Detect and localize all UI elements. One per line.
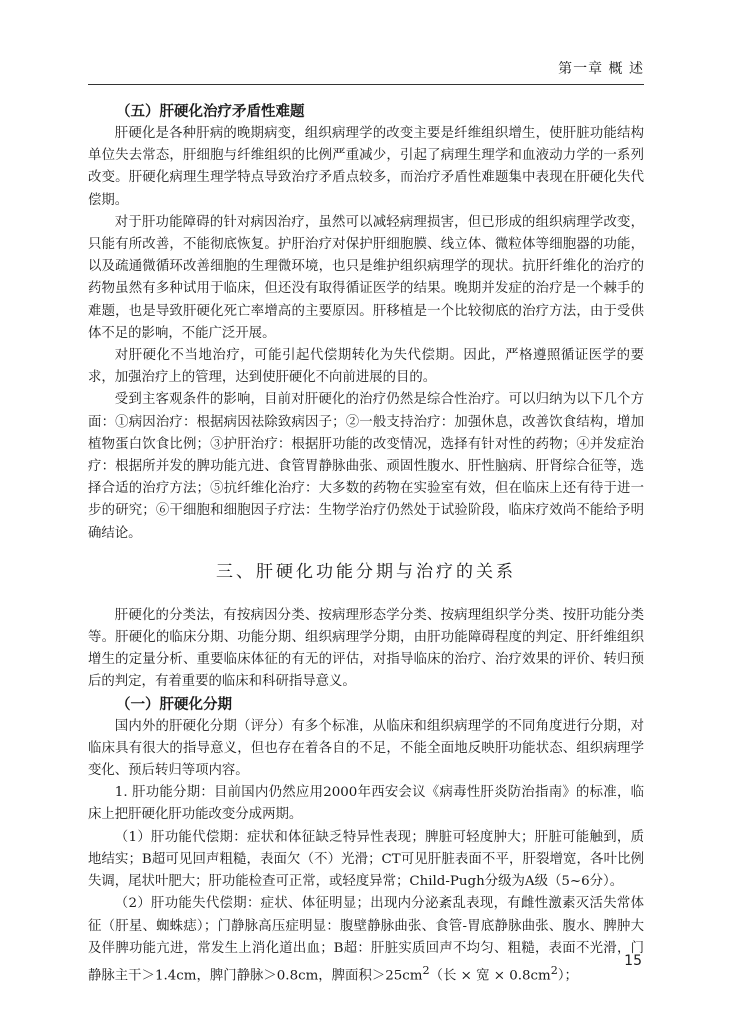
superscript: 2 [550, 963, 558, 977]
chapter-title: 第一章 概 述 [558, 61, 644, 77]
stage-decompensated [88, 893, 644, 987]
list-item-liver-function-staging: 1. 肝功能分期：目前国内仍然应用2000年西安会议《病毒性肝炎防治指南》的标准，临床上把肝硬化肝功能改变分成两期。 [88, 785, 644, 823]
stage2-text-end: ）； [557, 968, 578, 984]
paragraph: 对于肝功能障碍的针对病因治疗，虽然可以减轻病理损害，但已形成的组织病理学改变，只能有所改善，不能彻底恢复。护肝治疗对保护肝细胞膜、线立体、微粒体等细胞器的功能，以及疏通微循环改善细胞的生理微环境，也只是维护组织病理学的现状。抗肝纤维化的治疗的药物虽然有多种试用于临床，但还没有取得循证医学的结果。晚期并发症的治疗是一个棘手的难题，也是导致肝硬化死亡率增高的主要原因。肝移植是一个比较彻底的治疗方法，由于受供体不足的影响，不能广泛开展。 [88, 214, 644, 341]
paragraph: 对肝硬化不当地治疗，可能引起代偿期转化为失代偿期。因此，严格遵照循证医学的要求，加强治疗上的管理，达到使肝硬化不向前进展的目的。 [88, 348, 644, 386]
page-number: 15 [624, 953, 642, 969]
page-body [88, 101, 644, 988]
section-heading-5: （五）肝硬化治疗矛盾性难题 [116, 104, 305, 120]
subsection-heading-1: （一）肝硬化分期 [116, 696, 232, 713]
paragraph: 肝硬化的分类法，有按病因分类、按病理形态学分类、按病理组织学分类、按肝功能分类等。肝硬化的临床分期、功能分期、组织病理学分期，由肝功能障碍程度的判定、肝纤维组织增生的定量分析、重要临床体征的有无的评估，对指导临床的治疗、治疗效果的评价、转归预后的判定，有着重要的临床和科研指导意义。 [88, 607, 644, 690]
stage2-text: （2）肝功能失代偿期：症状、体征明显；出现内分泌紊乱表现，有雌性激素灭活失常体征（肝星、蜘蛛痣）；门静脉高压症明显：腹壁静脉曲张、食管-胃底静脉曲张、腹水、脾肿大及伴脾功能亢进，常发生上消化道出血；B超：肝脏实质回声不均匀、粗糙，表面不光滑，门静脉主干＞1.4cm，脾门静脉＞0.8cm，脾面积＞25cm [88, 896, 644, 984]
paragraph: 受到主客观条件的影响，目前对肝硬化的治疗仍然是综合性治疗。可以归纳为以下几个方面：①病因治疗：根据病因祛除致病因子；②一般支持治疗：加强休息，改善饮食结构，增加植物蛋白饮食比例；③护肝治疗：根据肝功能的改变情况，选择有针对性的药物；④并发症治疗：根据所并发的脾功能亢进、食管胃静脉曲张、顽固性腹水、肝性脑病、肝肾综合征等，选择合适的治疗方法；⑤抗纤维化治疗：大多数的药物在实验室有效，但在临床上还有待于进一步的研究；⑥干细胞和细胞因子疗法：生物学治疗仍然处于试验阶段，临床疗效尚不能给予明确结论。 [88, 392, 644, 541]
paragraph: 国内外的肝硬化分期（评分）有多个标准，从临床和组织病理学的不同角度进行分期，对临床具有很大的指导意义，但也存在着各自的不足，不能全面地反映肝功能状态、组织病理学变化、预后转归等项内容。 [88, 718, 644, 779]
stage-compensated: （1）肝功能代偿期：症状和体征缺乏特异性表现；脾脏可轻度肿大；肝脏可能触到，质地结实；B超可见回声粗糙，表面欠（不）光滑；CT可见肝脏表面不平，肝裂增宽，各叶比例失调，尾状叶肥大；肝功能检查可正常，或轻度异常；Child-Pugh分级为A级（5~6分）。 [88, 829, 644, 890]
part-heading-3: 三、肝硬化功能分期与治疗的关系 [216, 561, 516, 582]
stage2-text-mid: （长 × 宽 × 0.8cm [429, 968, 551, 984]
paragraph: 肝硬化是各种肝病的晚期病变，组织病理学的改变主要是纤维组织增生，使肝脏功能结构单位失去常态，肝细胞与纤维组织的比例严重减少，引起了病理生理学和血液动力学的一系列改变。肝硬化病理生理学特点导致治疗矛盾点较多，而治疗矛盾性难题集中表现在肝硬化失代偿期。 [88, 126, 644, 208]
running-header [88, 58, 644, 85]
superscript: 2 [422, 963, 430, 977]
